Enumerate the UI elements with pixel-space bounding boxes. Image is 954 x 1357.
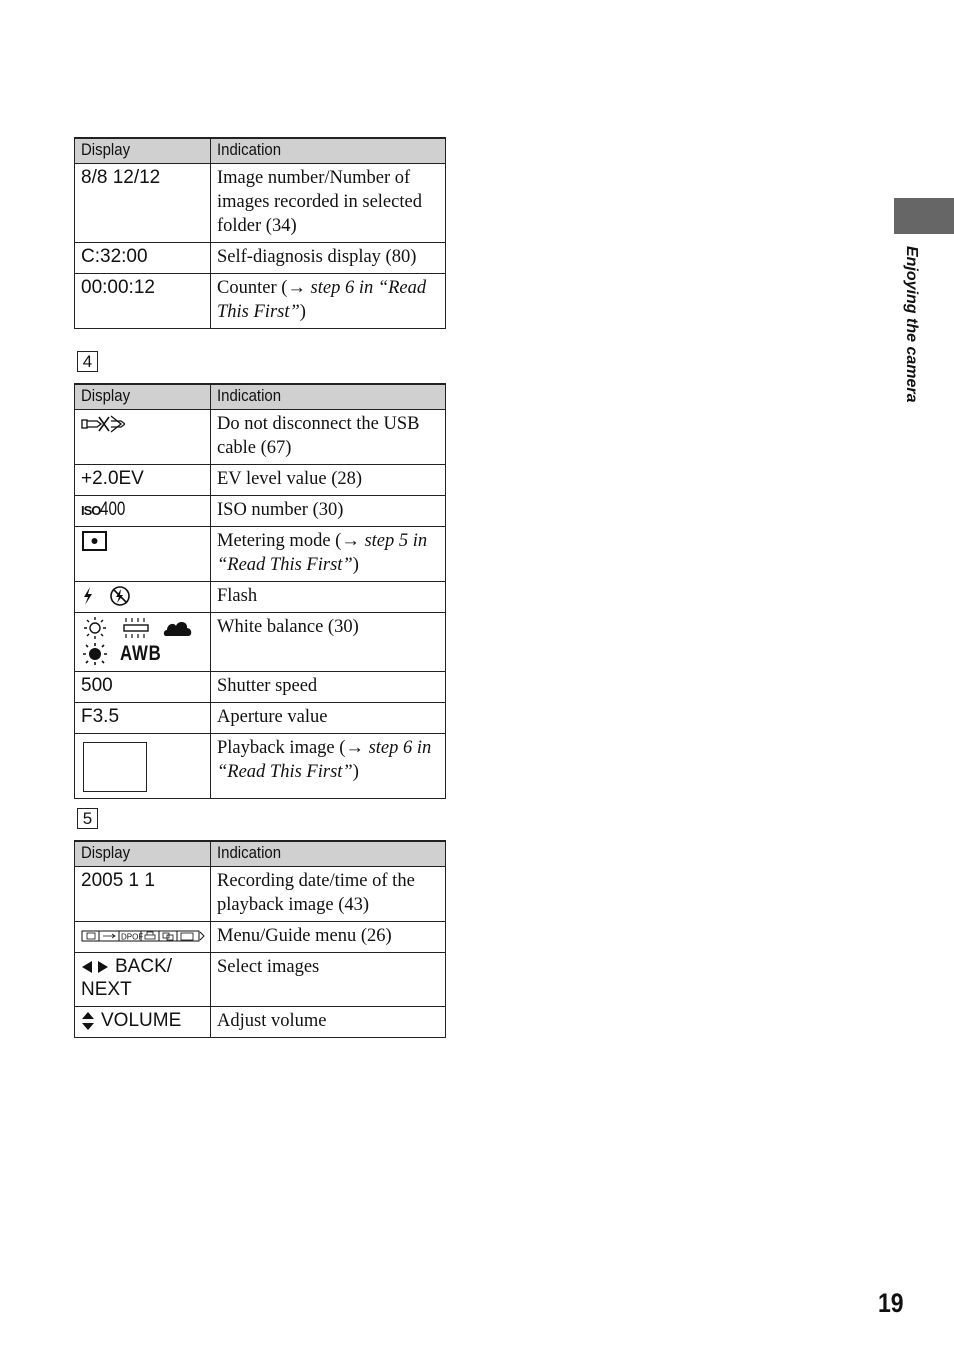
table-row (75, 465, 446, 496)
table-row (75, 410, 446, 465)
chapter-side-label (898, 246, 922, 412)
display-cell (75, 410, 211, 465)
header-display: Display (75, 138, 211, 164)
table-row (75, 734, 446, 799)
up-down-arrows-icon (81, 1011, 95, 1031)
display-cell (75, 582, 211, 613)
indication-cell: ISO number (30) (211, 496, 446, 527)
flash-auto-icon (81, 585, 95, 607)
table-row (75, 672, 446, 703)
section-number-5: 5 (77, 808, 98, 829)
indication-cell: Do not disconnect the USB cable (67) (211, 410, 446, 465)
fluorescent-wb-icon (120, 616, 152, 640)
table-header-row (75, 138, 446, 164)
table-row (75, 867, 446, 922)
table-row (75, 703, 446, 734)
table-row (75, 582, 446, 613)
indication-cell: Counter (→ step 6 in “Read This First”) (211, 274, 446, 329)
header-display: Display (75, 841, 211, 867)
daylight-wb-icon (81, 616, 109, 640)
flash-off-icon (108, 585, 134, 607)
indication-cell: Adjust volume (211, 1007, 446, 1038)
indication-cell: Playback image (→ step 6 in “Read This First”) (211, 734, 446, 799)
incandescent-wb-icon (81, 642, 109, 666)
playback-image-frame (83, 742, 147, 792)
volume-label: VOLUME (101, 1010, 182, 1031)
display-table-5 (74, 840, 446, 1038)
display-cell (75, 527, 211, 582)
iso-value: 400 (100, 499, 126, 520)
table-row (75, 274, 446, 329)
display-cell (75, 1007, 211, 1038)
dpof-label: DPOF (121, 932, 144, 942)
table-row (75, 1007, 446, 1038)
display-cell (75, 953, 211, 1007)
header-indication: Indication (211, 138, 446, 164)
display-cell (75, 613, 211, 672)
display-cell: 8/8 12/12 (75, 164, 211, 243)
indication-cell: White balance (30) (211, 613, 446, 672)
display-cell: F3.5 (75, 703, 211, 734)
chapter-title: Enjoying the camera (903, 246, 920, 403)
table-row (75, 496, 446, 527)
table-header-row (75, 841, 446, 867)
indication-cell: Metering mode (→ step 5 in “Read This First”) (211, 527, 446, 582)
indication-cell: Recording date/time of the playback image (43) (211, 867, 446, 922)
indication-cell: Shutter speed (211, 672, 446, 703)
table-row (75, 164, 446, 243)
indication-cell: Flash (211, 582, 446, 613)
page-number: 19 (878, 1288, 904, 1318)
indication-cell: Self-diagnosis display (80) (211, 243, 446, 274)
indication-cell: EV level value (28) (211, 465, 446, 496)
back-next-label: BACK/ NEXT (81, 956, 173, 1000)
indication-cell: Select images (211, 953, 446, 1007)
indication-cell: Menu/Guide menu (26) (211, 922, 446, 953)
usb-disconnect-icon (81, 413, 125, 435)
display-cell: +2.0EV (75, 465, 211, 496)
display-table-1 (74, 137, 446, 329)
display-cell: 00:00:12 (75, 274, 211, 329)
display-cell (75, 496, 211, 527)
header-indication: Indication (211, 841, 446, 867)
table-row (75, 613, 446, 672)
table-row (75, 953, 446, 1007)
display-cell: 2005 1 1 (75, 867, 211, 922)
table-row (75, 527, 446, 582)
table-row (75, 922, 446, 953)
display-cell (75, 922, 211, 953)
table-row (75, 243, 446, 274)
left-right-arrows-icon (81, 960, 109, 974)
display-cell: 500 (75, 672, 211, 703)
chapter-tab-marker (894, 198, 954, 234)
indication-cell: Aperture value (211, 703, 446, 734)
iso-icon: ISO (81, 503, 101, 518)
menu-bar-icon (81, 929, 205, 943)
display-cell: C:32:00 (75, 243, 211, 274)
section-number-4: 4 (77, 351, 98, 372)
header-indication: Indication (211, 384, 446, 410)
indication-cell: Image number/Number of images recorded in selected folder (34) (211, 164, 446, 243)
spot-metering-icon (81, 530, 109, 552)
awb-icon: AWB (120, 642, 162, 665)
cloudy-wb-icon (162, 616, 194, 640)
header-display: Display (75, 384, 211, 410)
table-header-row (75, 384, 446, 410)
display-cell (75, 734, 211, 799)
display-table-4 (74, 383, 446, 799)
